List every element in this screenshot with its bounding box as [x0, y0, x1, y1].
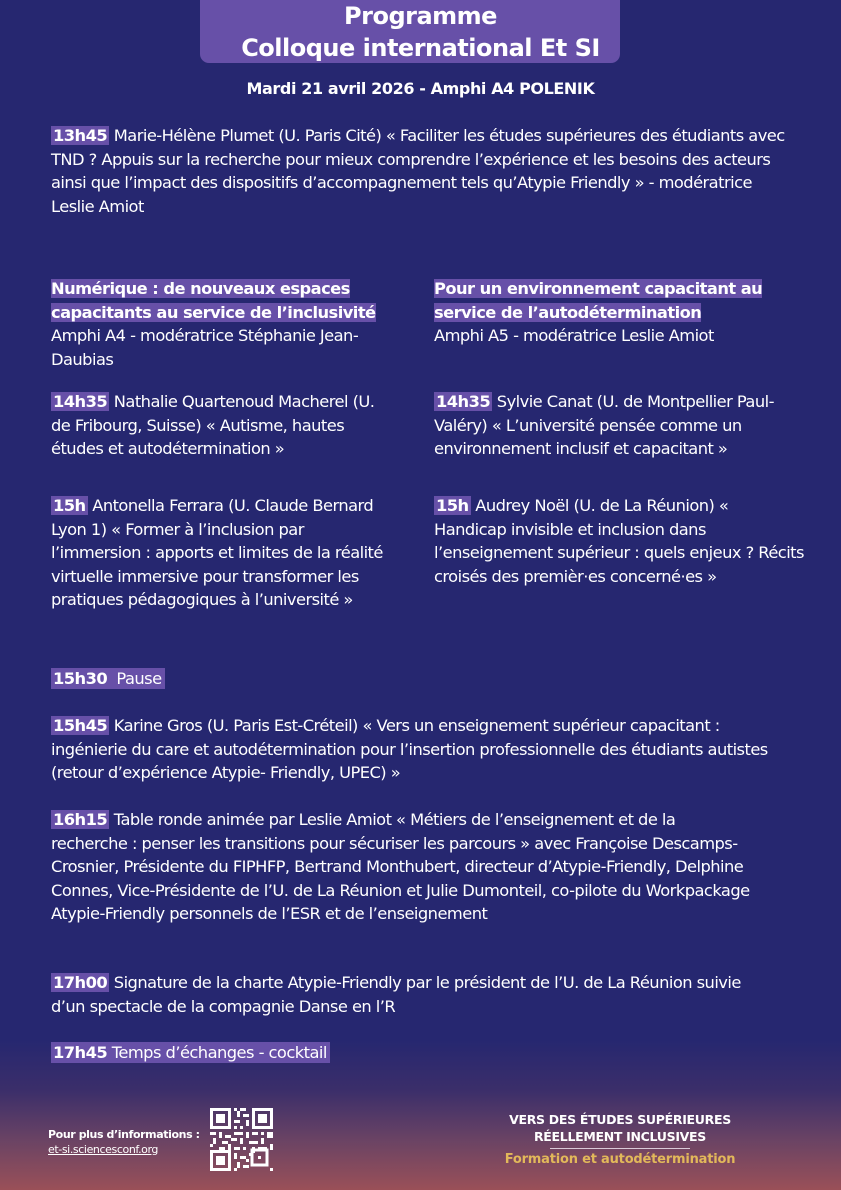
talk-item [51, 494, 396, 612]
more-info-label: Pour plus d’informations : [48, 1128, 200, 1141]
schedule-cocktail [51, 1041, 796, 1065]
slogan-line2: RÉELLEMENT INCLUSIVES [533, 1129, 706, 1144]
slogan-line1: VERS DES ÉTUDES SUPÉRIEURES [509, 1112, 731, 1127]
session-title: Numérique : de nouveaux espaces capacitants au service de l’inclusivité [51, 279, 376, 322]
divider [550, 1148, 690, 1149]
time-badge: 17h00 [53, 973, 108, 992]
page-title: Programme [344, 2, 497, 30]
time-badge: 17h45 [53, 1043, 108, 1062]
time-badge: 14h35 [53, 392, 108, 411]
schedule-item [51, 714, 796, 785]
schedule-pause [51, 667, 796, 691]
talk-text: Antonella Ferrara (U. Claude Bernard Lyon 1) « Former à l’inclusion par l’immersion : apports et limites de la réalité virtuelle immersive pour transformer les pratiques pédagogiques à l’université » [51, 496, 383, 610]
schedule-roundtable [51, 808, 751, 926]
talk-text: Pause [107, 669, 162, 688]
session-title: Pour un environnement capacitant au service de l’autodétermination [434, 279, 763, 322]
time-badge: 15h30 [53, 669, 108, 688]
talk-text: Sylvie Canat (U. de Montpellier Paul-Valéry) « L’université pensée comme un environnement inclusif et capacitant » [434, 392, 774, 459]
time-badge: 14h35 [436, 392, 491, 411]
slogan-subtitle: Formation et autodétermination [504, 1152, 736, 1167]
opening-talk [51, 124, 796, 218]
time-badge: 13h45 [53, 126, 108, 145]
talk-text: Marie-Hélène Plumet (U. Paris Cité) « Faciliter les études supérieures des étudiants avec TND ? Appuis sur la recherche pour mieux comprendre l’expérience et les besoins des acteurs ainsi que l’impact des dispositifs d’accompagnement tels qu’Atypie Friendly » - modératrice Leslie Amiot [51, 126, 785, 216]
talk-item [434, 390, 804, 461]
event-date-location: Mardi 21 avril 2026 - Amphi A4 POLENIK [246, 79, 595, 98]
time-badge: 16h15 [53, 810, 108, 829]
session-room: Amphi A5 - modératrice Leslie Amiot [434, 326, 714, 346]
talk-item [434, 494, 804, 588]
talk-text: Signature de la charte Atypie-Friendly par le président de l’U. de La Réunion suivie d’un spectacle de la compagnie Danse en l’R [51, 973, 741, 1016]
slogan [470, 1111, 770, 1167]
talk-text: Karine Gros (U. Paris Est-Créteil) « Vers un enseignement supérieur capacitant : ingénierie du care et autodétermination pour l’insertion professionnelle des étudiants autistes (retour d’expérience Atypie- Friendly, UPEC) » [51, 716, 768, 783]
qr-code-icon [210, 1108, 273, 1171]
talk-item [51, 390, 396, 461]
time-badge: 15h [53, 496, 86, 515]
more-info [48, 1127, 200, 1157]
talk-text: Temps d’échanges - cocktail [107, 1043, 327, 1062]
talk-text: Audrey Noël (U. de La Réunion) « Handicap invisible et inclusion dans l’enseignement supérieur : quels enjeux ? Récits croisés des premièr·es concerné·es » [434, 496, 804, 586]
session-right-header [434, 277, 774, 348]
time-badge: 15h [436, 496, 469, 515]
time-badge: 15h45 [53, 716, 108, 735]
talk-text: Table ronde animée par Leslie Amiot « Métiers de l’enseignement et de la recherche : penser les transitions pour sécuriser les parcours » avec Françoise Descamps-Crosnier, Présidente du FIPHFP, Bertrand Monthubert, directeur d’Atypie-Friendly, Delphine Connes, Vice-Présidente de l’U. de La Réunion et Julie Dumonteil, co-pilote du Workpackage Atypie-Friendly personnels de l’ESR et de l’enseignement [51, 810, 750, 924]
session-room: Amphi A4 - modératrice Stéphanie Jean-Daubias [51, 326, 359, 369]
talk-text: Nathalie Quartenoud Macherel (U. de Fribourg, Suisse) « Autisme, hautes études et autodétermination » [51, 392, 375, 459]
schedule-signature [51, 971, 751, 1018]
session-left-header [51, 277, 391, 371]
website-link[interactable]: et-si.sciencesconf.org [48, 1143, 159, 1156]
page-title-line2: Colloque international Et SI [241, 34, 600, 62]
